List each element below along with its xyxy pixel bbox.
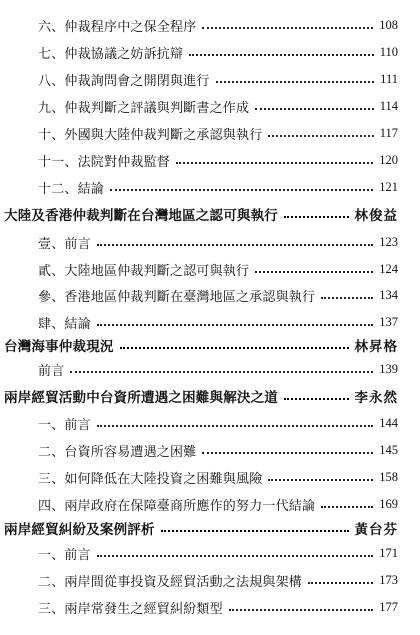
entry-title: 一、前言 — [38, 417, 91, 433]
toc-entry — [0, 41, 420, 63]
entry-title: 二、台資所容易遭遇之困難 — [38, 444, 197, 460]
entry-title: 前言 — [38, 363, 65, 379]
dot-leader — [97, 425, 373, 427]
page-number: 137 — [379, 314, 398, 329]
toc-entry — [0, 493, 420, 515]
entry-title: 十二、結論 — [38, 181, 105, 197]
toc-entry — [0, 466, 420, 488]
page-number: 145 — [379, 442, 398, 457]
section-title: 兩岸經貿活動中台資所遭遇之困難與解決之道 — [4, 390, 278, 406]
toc-entry — [0, 311, 420, 333]
dot-leader — [216, 81, 375, 83]
dot-leader — [308, 582, 373, 584]
page-number: 120 — [379, 152, 398, 167]
dot-leader — [284, 216, 349, 218]
page-number: 158 — [379, 469, 398, 484]
dot-leader — [284, 398, 349, 400]
toc-section-heading — [0, 334, 420, 356]
entry-title: 八、仲裁詢問會之開閉與進行 — [38, 73, 210, 89]
page-number: 177 — [379, 599, 398, 614]
entry-title: 六、仲裁程序中之保全程序 — [38, 19, 197, 35]
toc-section-heading — [0, 385, 420, 407]
toc-entry — [0, 149, 420, 171]
page-number: 110 — [379, 44, 398, 59]
dot-leader — [321, 297, 373, 299]
dot-leader — [161, 530, 349, 532]
dot-leader — [268, 479, 373, 481]
dot-leader — [229, 609, 373, 611]
toc-entry — [0, 412, 420, 434]
entry-title: 十、外國與大陸仲裁判斷之承認與執行 — [38, 127, 263, 143]
page-number: 111 — [380, 71, 398, 86]
dot-leader — [120, 347, 349, 349]
toc-entry — [0, 358, 420, 380]
entry-title: 壹、前言 — [38, 236, 91, 252]
dot-leader — [97, 555, 373, 557]
dot-leader — [97, 324, 373, 326]
toc-entry — [0, 258, 420, 280]
page-number: 108 — [379, 17, 398, 32]
section-title: 兩岸經貿糾紛及案例評析 — [4, 522, 155, 538]
page-number: 144 — [379, 415, 398, 430]
section-title: 大陸及香港仲裁判斷在台灣地區之認可與執行 — [4, 208, 278, 224]
entry-title: 四、兩岸政府在保障臺商所應作的努力一代結論 — [38, 498, 316, 514]
page-number: 169 — [379, 496, 398, 511]
page-number: 173 — [379, 572, 398, 587]
toc-entry — [0, 176, 420, 198]
dot-leader — [176, 162, 373, 164]
toc-entry — [0, 569, 420, 591]
entry-title: 七、仲裁協議之妨訴抗辯 — [38, 46, 184, 62]
author-name: 黃台芬 — [354, 522, 398, 538]
toc-entry — [0, 68, 420, 90]
section-title: 台灣海事仲裁現況 — [4, 339, 114, 355]
dot-leader — [97, 244, 373, 246]
page-number: 123 — [379, 234, 398, 249]
dot-leader — [202, 452, 373, 454]
entry-title: 十一、法院對仲裁監督 — [38, 154, 171, 170]
author-name: 林俊益 — [354, 208, 398, 224]
dot-leader — [110, 189, 373, 191]
page-number: 117 — [379, 125, 398, 140]
dot-leader — [189, 54, 374, 56]
toc-entry — [0, 542, 420, 564]
toc-entry — [0, 14, 420, 36]
toc-section-heading — [0, 203, 420, 225]
toc-entry — [0, 439, 420, 461]
toc-entry — [0, 95, 420, 117]
author-name: 李永然 — [354, 390, 398, 406]
dot-leader — [321, 506, 373, 508]
page-number: 139 — [379, 361, 398, 376]
dot-leader — [255, 108, 374, 110]
entry-title: 參、香港地區仲裁判斷在臺灣地區之承認與執行 — [38, 289, 316, 305]
toc-entry — [0, 122, 420, 144]
entry-title: 九、仲裁判斷之評議與判斷書之作成 — [38, 100, 250, 116]
toc-entry — [0, 231, 420, 253]
entry-title: 肆、結論 — [38, 316, 91, 332]
toc-entry — [0, 596, 420, 618]
entry-title: 三、兩岸常發生之經貿糾紛類型 — [38, 601, 223, 617]
entry-title: 三、如何降低在大陸投資之困難與風險 — [38, 471, 263, 487]
page-number: 121 — [379, 179, 398, 194]
entry-title: 一、前言 — [38, 547, 91, 563]
dot-leader — [268, 135, 373, 137]
dot-leader — [70, 371, 373, 373]
entry-title: 貳、大陸地區仲裁判斷之認可與執行 — [38, 263, 250, 279]
toc-entry — [0, 284, 420, 306]
page-number: 124 — [379, 261, 398, 276]
toc-section-heading — [0, 517, 420, 539]
page-number: 171 — [379, 545, 398, 560]
page-number: 114 — [379, 98, 398, 113]
entry-title: 二、兩岸間從事投資及經貿活動之法規與架構 — [38, 574, 303, 590]
dot-leader — [202, 27, 373, 29]
author-name: 林昇格 — [354, 339, 398, 355]
page-number: 134 — [379, 287, 398, 302]
dot-leader — [255, 271, 373, 273]
